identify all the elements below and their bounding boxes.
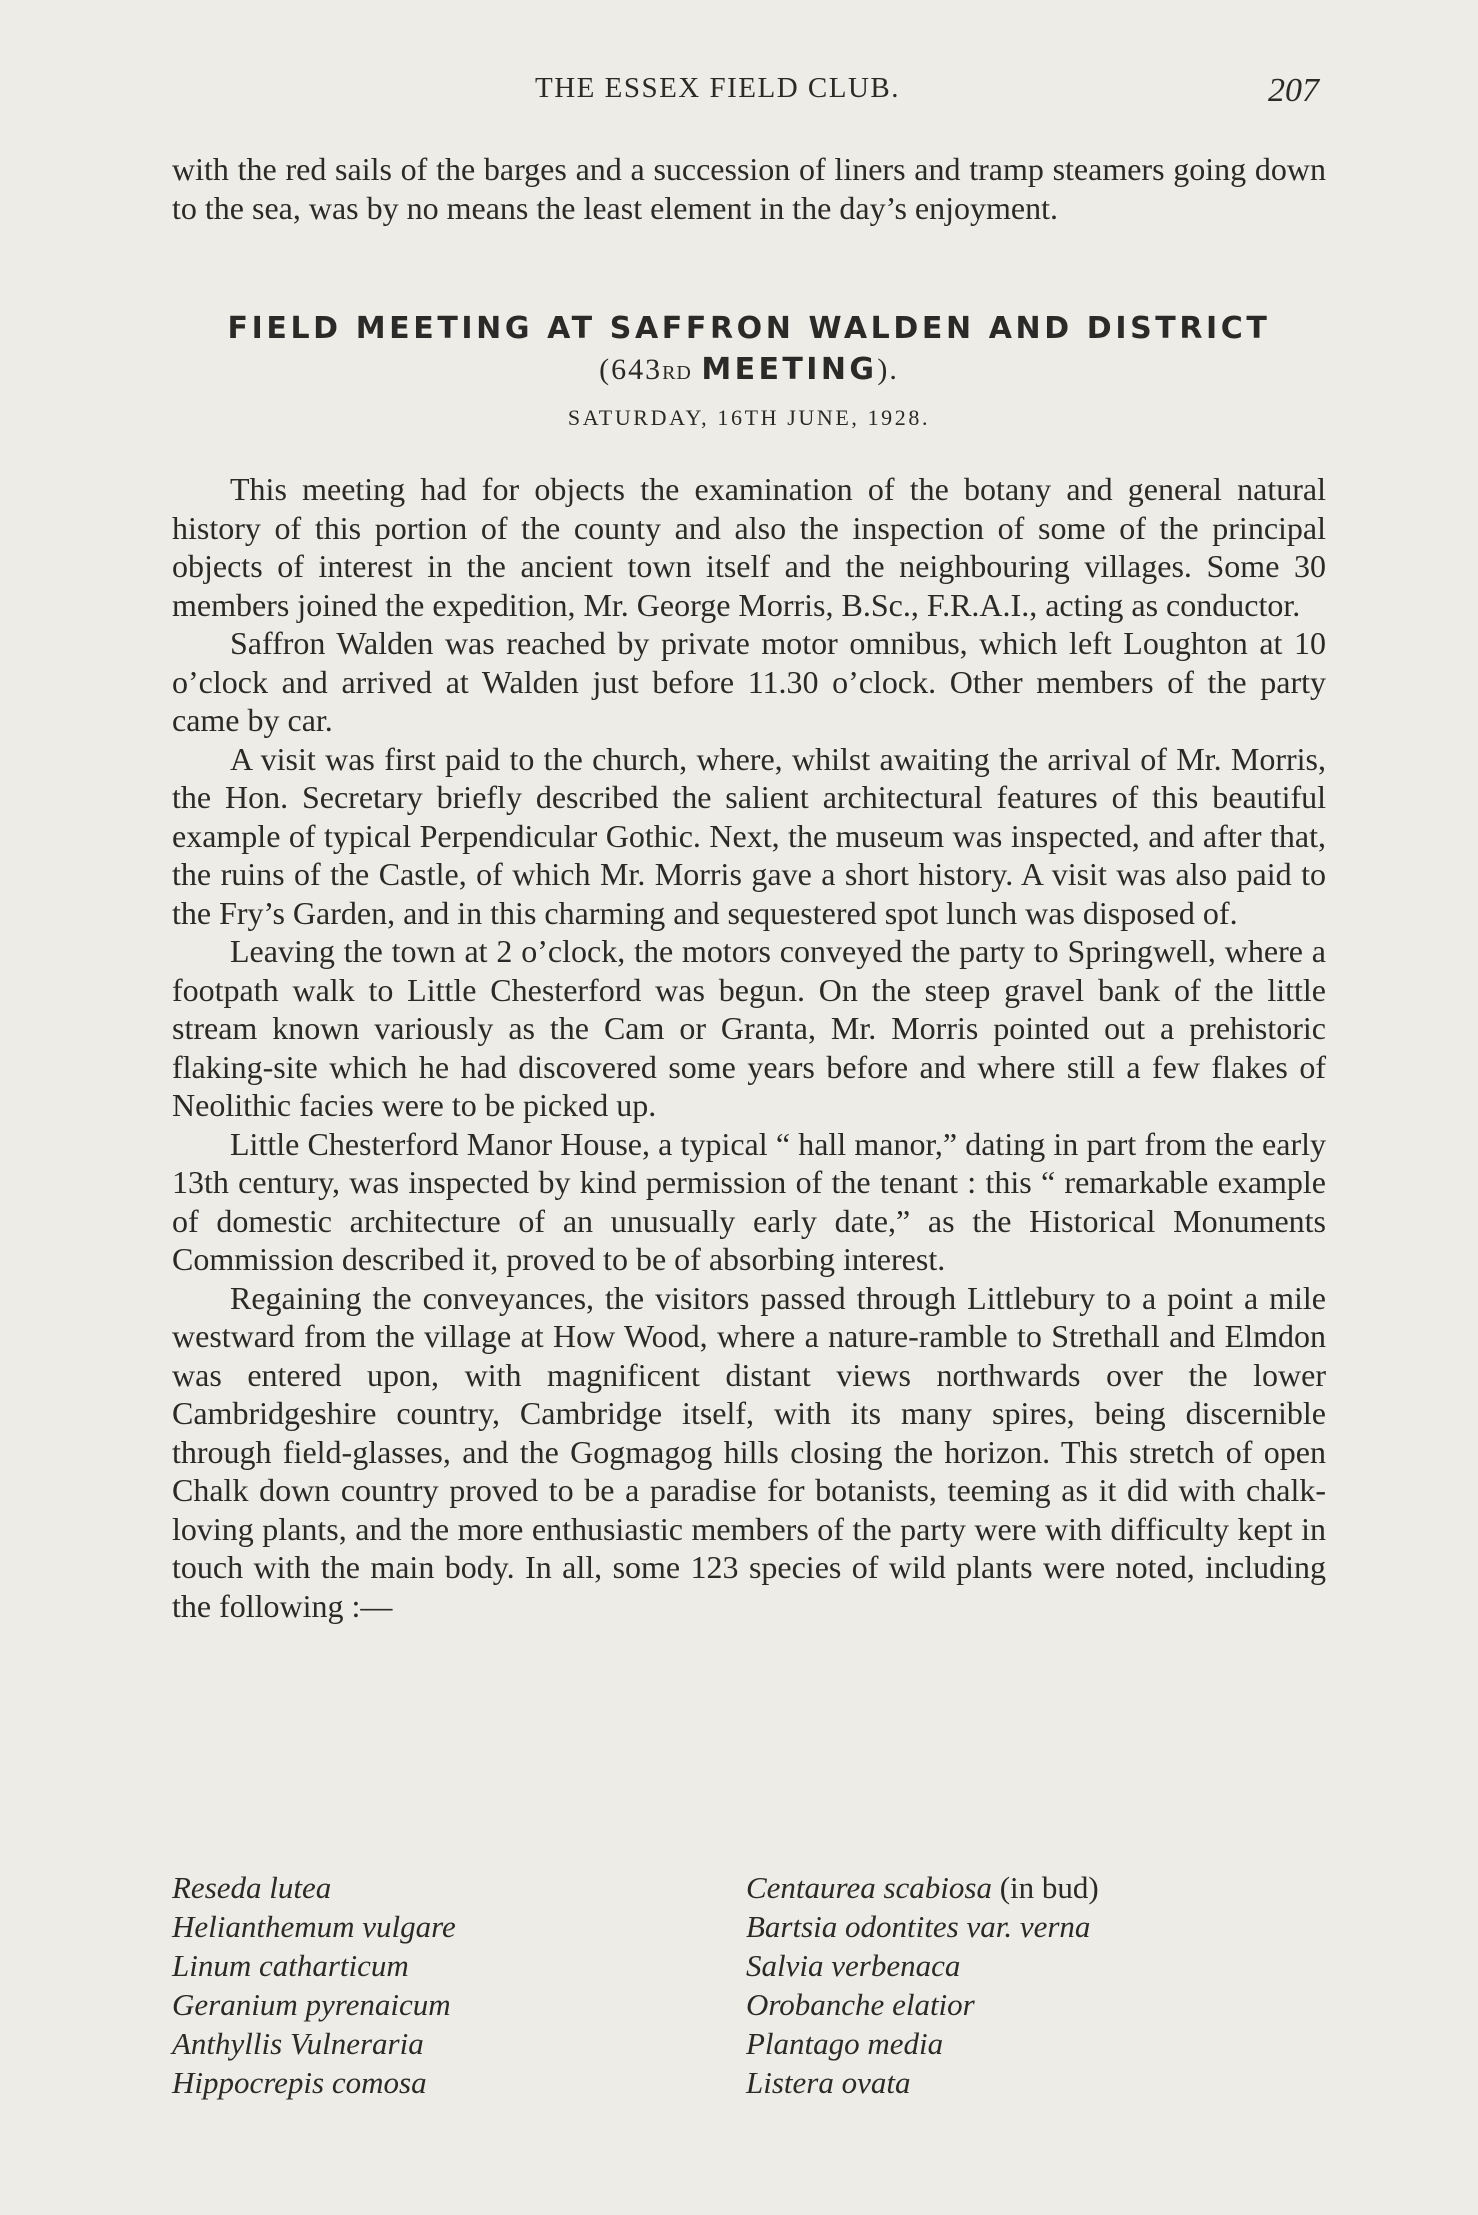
species-item: Linum catharticum	[172, 1948, 409, 1983]
species-column-right	[746, 1868, 1099, 2102]
meeting-date: SATURDAY, 16TH JUNE, 1928.	[567, 405, 931, 430]
section-heading: FIELD MEETING AT SAFFRON WALDEN AND DISTRICT	[227, 311, 1271, 346]
species-item: Geranium pyrenaicum	[172, 1987, 451, 2022]
species-item: Reseda lutea	[172, 1870, 332, 1905]
continuation-paragraph: with the red sails of the barges and a succession of liners and tramp steamers going down to the sea, was by no means the least element in the day’s enjoyment.	[172, 151, 1326, 226]
species-item	[746, 1868, 1099, 1907]
species-list	[172, 1868, 1326, 2108]
paragraph-church: A visit was first paid to the church, where, whilst awaiting the arrival of Mr. Morris, the Hon. Secretary briefly described the salient architectural features of this beautiful example of typical Perpendicular Gothic. Next, the museum was inspected, and after that, the ruins of the Castle, of which Mr. Morris gave a short history. A visit was also paid to the Fry’s Garden, and in this charming and sequestered spot lunch was disposed of.	[172, 740, 1326, 931]
paragraph-nature-ramble: Regaining the conveyances, the visitors passed through Littlebury to a point a mile westward from the village at How Wood, where a nature-ramble to Strethall and Elmdon was entered upon, with magnificent distant views northwards over the lower Cambridgeshire country, Cambridge itself, with its many spires, being discernible through field-glasses, and the Gogmagog hills closing the horizon. This stretch of open Chalk down country proved to be a paradise for botanists, teeming as it did with chalk-loving plants, and the more enthusiastic members of the party were with difficulty kept in touch with the main body. In all, some 123 species of wild plants were noted, including the following :—	[172, 1279, 1326, 1624]
paragraph-objects: This meeting had for objects the examination of the botany and general natural history of this portion of the county and also the inspection of some of the principal objects of interest in the ancient town itself and the neighbouring villages. Some 30 members joined the expedition, Mr. George Morris, B.Sc., F.R.A.I., acting as conductor.	[172, 471, 1326, 623]
meeting-number-value: 643	[611, 353, 663, 386]
species-name: Bartsia odontites var. verna	[746, 1909, 1091, 1944]
meeting-number-label: MEETING	[701, 352, 878, 387]
running-title: THE ESSEX FIELD CLUB.	[535, 72, 900, 104]
species-item: Hippocrepis comosa	[172, 2065, 427, 2100]
page-number: 207	[1268, 72, 1319, 109]
species-item	[746, 1985, 1099, 2024]
meeting-number	[172, 352, 1326, 387]
report-body	[172, 470, 1326, 1625]
species-item	[746, 1946, 1099, 1985]
meeting-number-ordinal: RD	[662, 362, 692, 384]
species-name: Orobanche elatior	[746, 1987, 975, 2022]
species-note: (in bud)	[999, 1870, 1099, 1905]
species-item	[746, 1907, 1099, 1946]
continuation-text	[172, 150, 1326, 227]
species-name: Plantago media	[746, 2026, 944, 2061]
species-item: Helianthemum vulgare	[172, 1909, 456, 1944]
species-name: Salvia verbenaca	[746, 1948, 961, 1983]
species-column-left	[172, 1868, 456, 2102]
species-name: Centaurea scabiosa	[746, 1870, 992, 1905]
paragraph-manor-house: Little Chesterford Manor House, a typical “ hall manor,” dating in part from the early 13th century, was inspected by kind permission of the tenant : this “ remarkable example of domestic architecture of an unusually early date,” as the Historical Monuments Commission described it, proved to be of absorbing interest.	[172, 1125, 1326, 1277]
species-item	[746, 2024, 1099, 2063]
species-item: Anthyllis Vulneraria	[172, 2026, 424, 2061]
meeting-number-open: (	[599, 353, 612, 386]
meeting-number-close: ).	[877, 353, 899, 386]
species-name: Listera ovata	[746, 2065, 911, 2100]
paragraph-springwell: Leaving the town at 2 o’clock, the motors conveyed the party to Springwell, where a footpath walk to Little Chesterford was begun. On the steep gravel bank of the little stream known variously as the Cam or Granta, Mr. Morris pointed out a prehistoric flaking-site which he had discovered some years before and where still a few flakes of Neolithic facies were to be picked up.	[172, 933, 1326, 1123]
paragraph-arrival: Saffron Walden was reached by private motor omnibus, which left Loughton at 10 o’clock and arrived at Walden just before 11.30 o’clock. Other members of the party came by car.	[172, 625, 1326, 738]
species-item	[746, 2063, 1099, 2102]
